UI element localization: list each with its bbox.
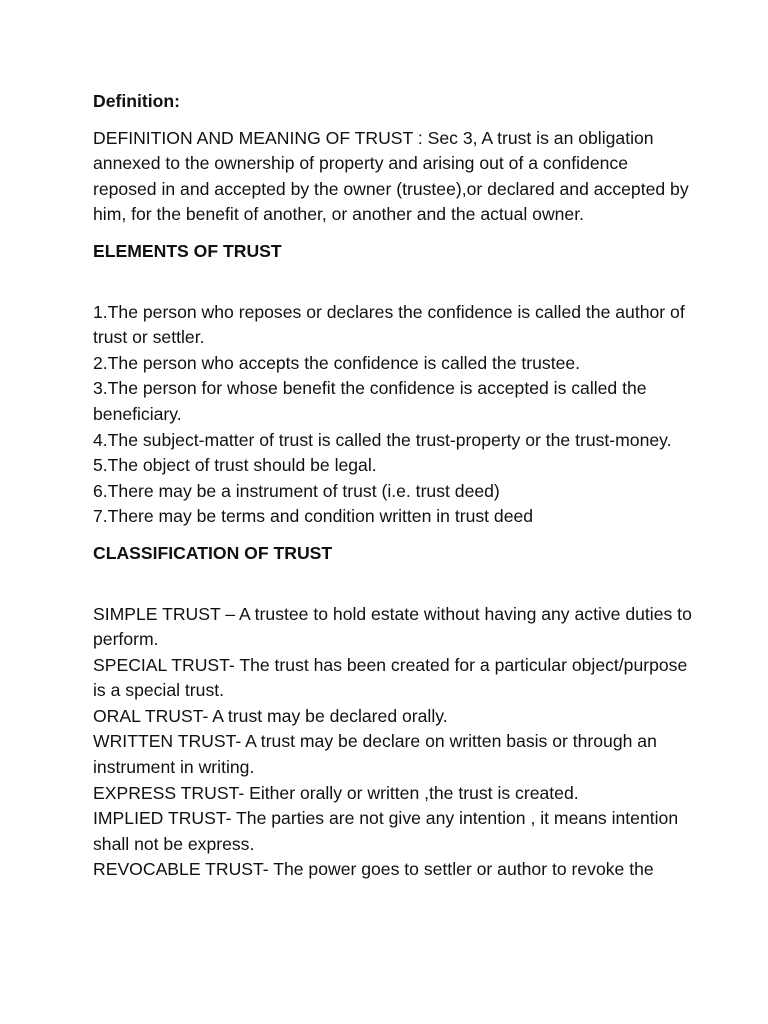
list-item: SPECIAL TRUST- The trust has been created for a particular object/purpose is a special trust. [93,654,688,701]
list-item: 4.The subject-matter of trust is called the trust-property or the trust-money. [93,429,672,450]
definition-heading: Definition: [93,91,180,111]
elements-list [93,300,693,530]
list-item: WRITTEN TRUST- A trust may be declare on written basis or through an instrument in writing. [93,731,657,778]
list-item: 1.The person who reposes or declares the confidence is called the author of trust or settler. [93,301,685,348]
list-item: EXPRESS TRUST- Either orally or written ,the trust is created. [93,782,579,803]
list-item: ORAL TRUST- A trust may be declared orally. [93,705,448,726]
elements-heading: ELEMENTS OF TRUST [93,240,282,261]
list-item: 3.The person for whose benefit the confidence is accepted is called the beneficiary. [93,378,647,424]
list-item: SIMPLE TRUST – A trustee to hold estate without having any active duties to perform. [93,603,692,650]
document-body [93,89,693,894]
classification-heading: CLASSIFICATION OF TRUST [93,542,333,563]
list-item: 7.There may be terms and condition written in trust deed [93,506,534,527]
classification-list [93,602,693,884]
list-item: 6.There may be a instrument of trust (i.e. trust deed) [93,480,500,501]
list-item: 2.The person who accepts the confidence is called the trustee. [93,352,581,373]
list-item: REVOCABLE TRUST- The power goes to settler or author to revoke the [93,859,654,880]
definition-paragraph: DEFINITION AND MEANING OF TRUST : Sec 3, A trust is an obligation annexed to the ownership of property and arising out of a confidence reposed in and accepted by the owner (trustee),or declared and accepted by him, for the benefit of another, or another and the actual owner. [93,127,689,225]
list-item: 5.The object of trust should be legal. [93,455,377,476]
list-item: IMPLIED TRUST- The parties are not give any intention , it means intention shall not be express. [93,808,679,854]
